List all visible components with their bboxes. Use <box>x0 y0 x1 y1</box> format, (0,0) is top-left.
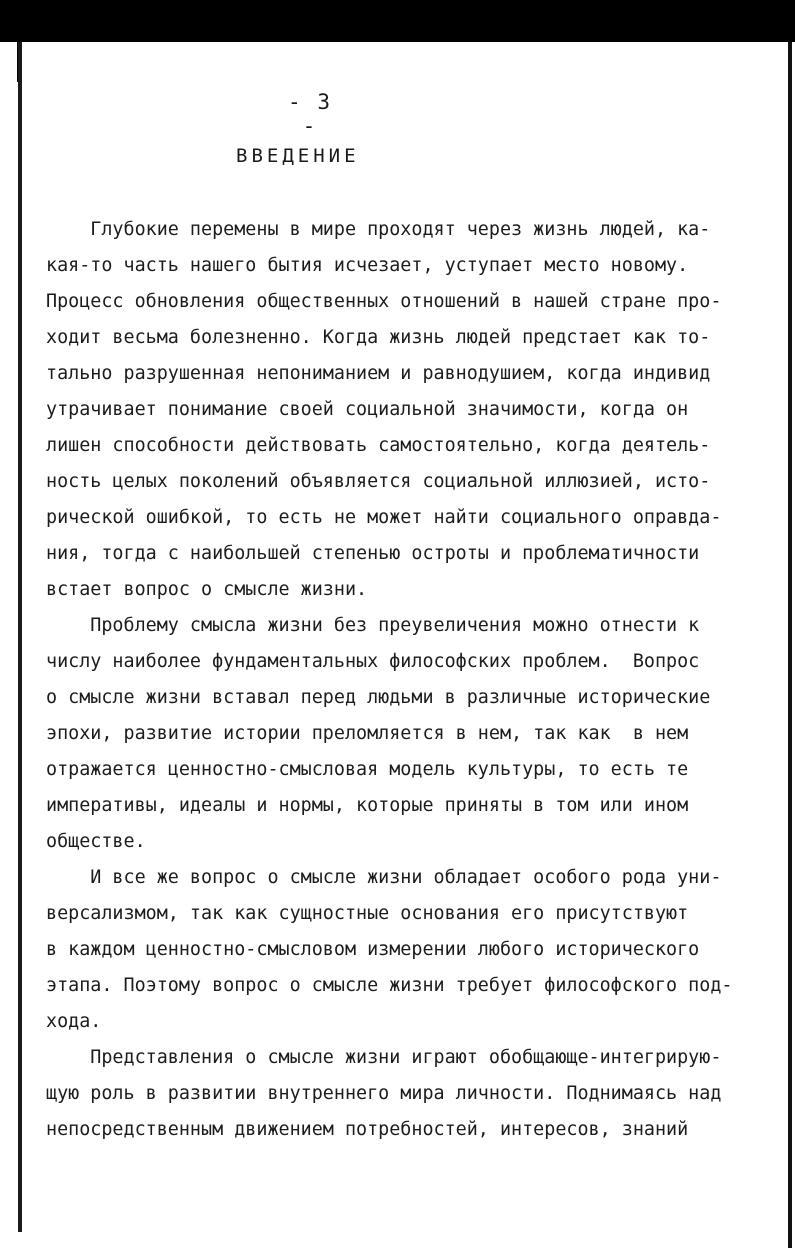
paragraph-2 <box>46 608 736 860</box>
text-line: отражается ценностно-смысловая модель культуры, то есть те <box>46 759 689 780</box>
body-text <box>46 212 736 1148</box>
text-line: обществе. <box>46 831 146 852</box>
text-line: Представления о смысле жизни играют обобщающе-интегрирую- <box>46 1047 722 1068</box>
paragraph-3 <box>46 860 736 1040</box>
page-number: - 3 - <box>288 90 332 138</box>
text-line: Процесс обновления общественных отношений в нашей стране про- <box>46 291 722 312</box>
scan-top-border <box>0 0 795 42</box>
scan-right-border <box>788 42 792 1248</box>
text-line: лишен способности действовать самостоятельно, когда деятель- <box>46 435 711 456</box>
text-line: ходит весьма болезненно. Когда жизнь людей предстает как то- <box>46 327 711 348</box>
text-line: Глубокие перемены в мире проходят через жизнь людей, ка- <box>46 219 711 240</box>
text-line: о смысле жизни вставал перед людьми в различные исторические <box>46 687 711 708</box>
text-line: рической ошибкой, то есть не может найти социального оправда- <box>46 507 722 528</box>
text-line: кая-то часть нашего бытия исчезает, уступает место новому. <box>46 255 689 276</box>
text-line: этапа. Поэтому вопрос о смысле жизни требует философского под- <box>46 975 733 996</box>
paragraph-1 <box>46 212 736 608</box>
paragraph-4 <box>46 1040 736 1148</box>
text-line: И все же вопрос о смысле жизни обладает особого рода уни- <box>46 867 722 888</box>
text-line: хода. <box>46 1011 102 1032</box>
scan-left-border <box>18 42 22 1232</box>
text-line: версализмом, так как сущностные основания его присутствуют <box>46 903 689 924</box>
text-line: утрачивает понимание своей социальной значимости, когда он <box>46 399 689 420</box>
text-line: числу наиболее фундаментальных философских проблем. Вопрос <box>46 651 700 672</box>
text-line: непосредственным движением потребностей, интересов, знаний <box>46 1119 689 1140</box>
text-line: щую роль в развитии внутреннего мира личности. Поднимаясь над <box>46 1083 722 1104</box>
text-line: Проблему смысла жизни без преувеличения можно отнести к <box>46 615 700 636</box>
text-line: эпохи, развитие истории преломляется в нем, так как в нем <box>46 723 689 744</box>
text-line: ния, тогда с наибольшей степенью остроты и проблематичности <box>46 543 700 564</box>
text-line: в каждом ценностно-смысловом измерении любого исторического <box>46 939 700 960</box>
text-line: императивы, идеалы и нормы, которые приняты в том или ином <box>46 795 689 816</box>
text-line: тально разрушенная непониманием и равнодушием, когда индивид <box>46 363 711 384</box>
text-line: встает вопрос о смысле жизни. <box>46 579 368 600</box>
section-heading: ВВЕДЕНИЕ <box>236 145 360 167</box>
text-line: ность целых поколений объявляется социальной иллюзией, исто- <box>46 471 711 492</box>
